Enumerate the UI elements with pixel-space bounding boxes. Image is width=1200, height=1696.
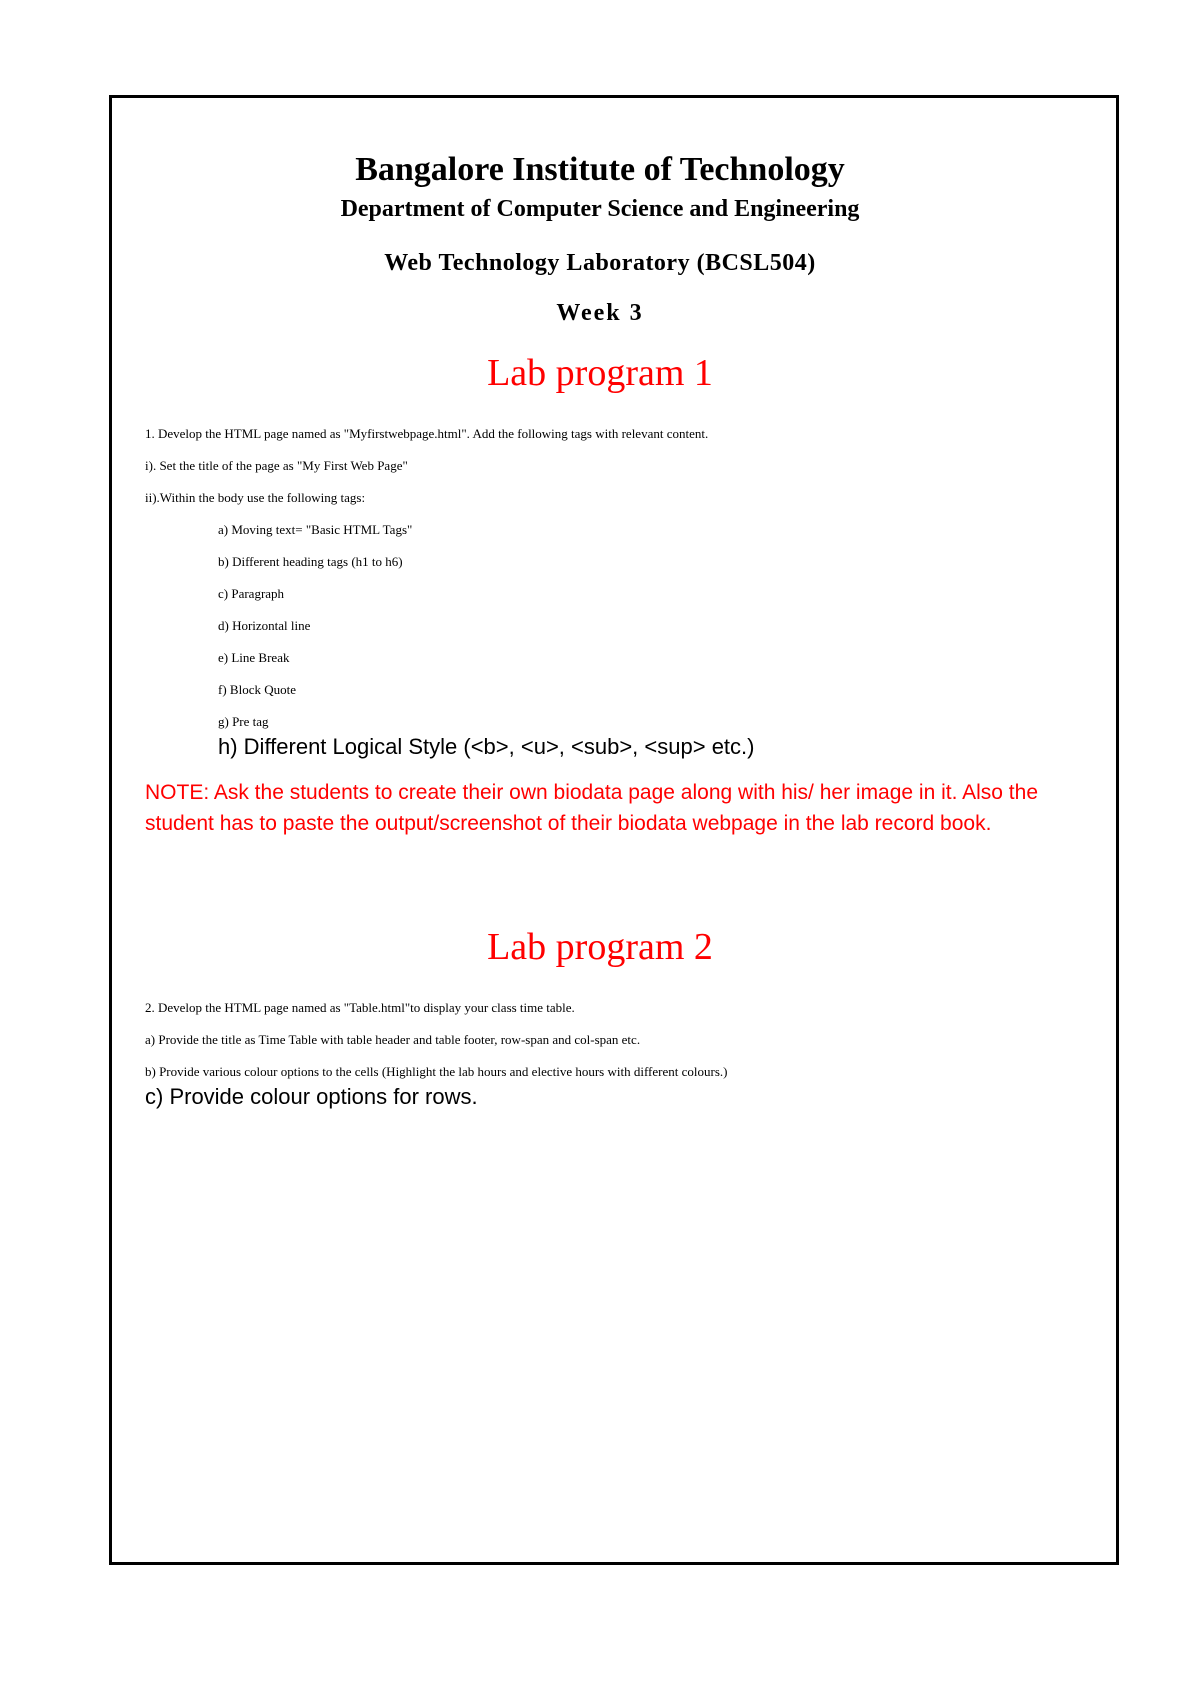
- program2-heading: Lab program 2: [487, 926, 713, 968]
- tag-item-a: a) Moving text= "Basic HTML Tags": [218, 522, 413, 537]
- tag-item-b: b) Different heading tags (h1 to h6): [218, 554, 403, 569]
- program1-note: NOTE: Ask the students to create their own biodata page along with his/ her image in it. Also the student has to paste the output/screenshot of their biodata webpage in the lab record book.: [145, 781, 1039, 835]
- tag-item-c: c) Paragraph: [218, 586, 285, 601]
- department-title: Department of Computer Science and Engineering: [340, 196, 860, 222]
- tag-item-h: h) Different Logical Style (<b>, <u>, <sub>, <sup> etc.): [218, 734, 755, 759]
- program2-statement: 2. Develop the HTML page named as "Table.html"to display your class time table.: [145, 1000, 575, 1015]
- tag-item-d: d) Horizontal line: [218, 618, 311, 633]
- program1-step-ii: ii).Within the body use the following tags:: [145, 490, 366, 505]
- tag-item-g: g) Pre tag: [218, 714, 269, 729]
- program1-heading: Lab program 1: [487, 352, 713, 394]
- tag-item-e: e) Line Break: [218, 650, 290, 665]
- tag-item-f: f) Block Quote: [218, 682, 296, 697]
- program2-item-a: a) Provide the title as Time Table with table header and table footer, row-span and col-span etc.: [145, 1032, 641, 1047]
- institution-title: Bangalore Institute of Technology: [355, 151, 845, 188]
- week-label: Week 3: [556, 300, 644, 326]
- program1-statement: 1. Develop the HTML page named as "Myfirstwebpage.html". Add the following tags with relevant content.: [145, 426, 709, 441]
- program2-item-c: c) Provide colour options for rows.: [145, 1084, 478, 1109]
- program1-step-i: i). Set the title of the page as "My First Web Page": [145, 458, 408, 473]
- program2-item-b: b) Provide various colour options to the cells (Highlight the lab hours and elective hours with different colours.): [145, 1064, 728, 1079]
- lab-title: Web Technology Laboratory (BCSL504): [384, 250, 816, 276]
